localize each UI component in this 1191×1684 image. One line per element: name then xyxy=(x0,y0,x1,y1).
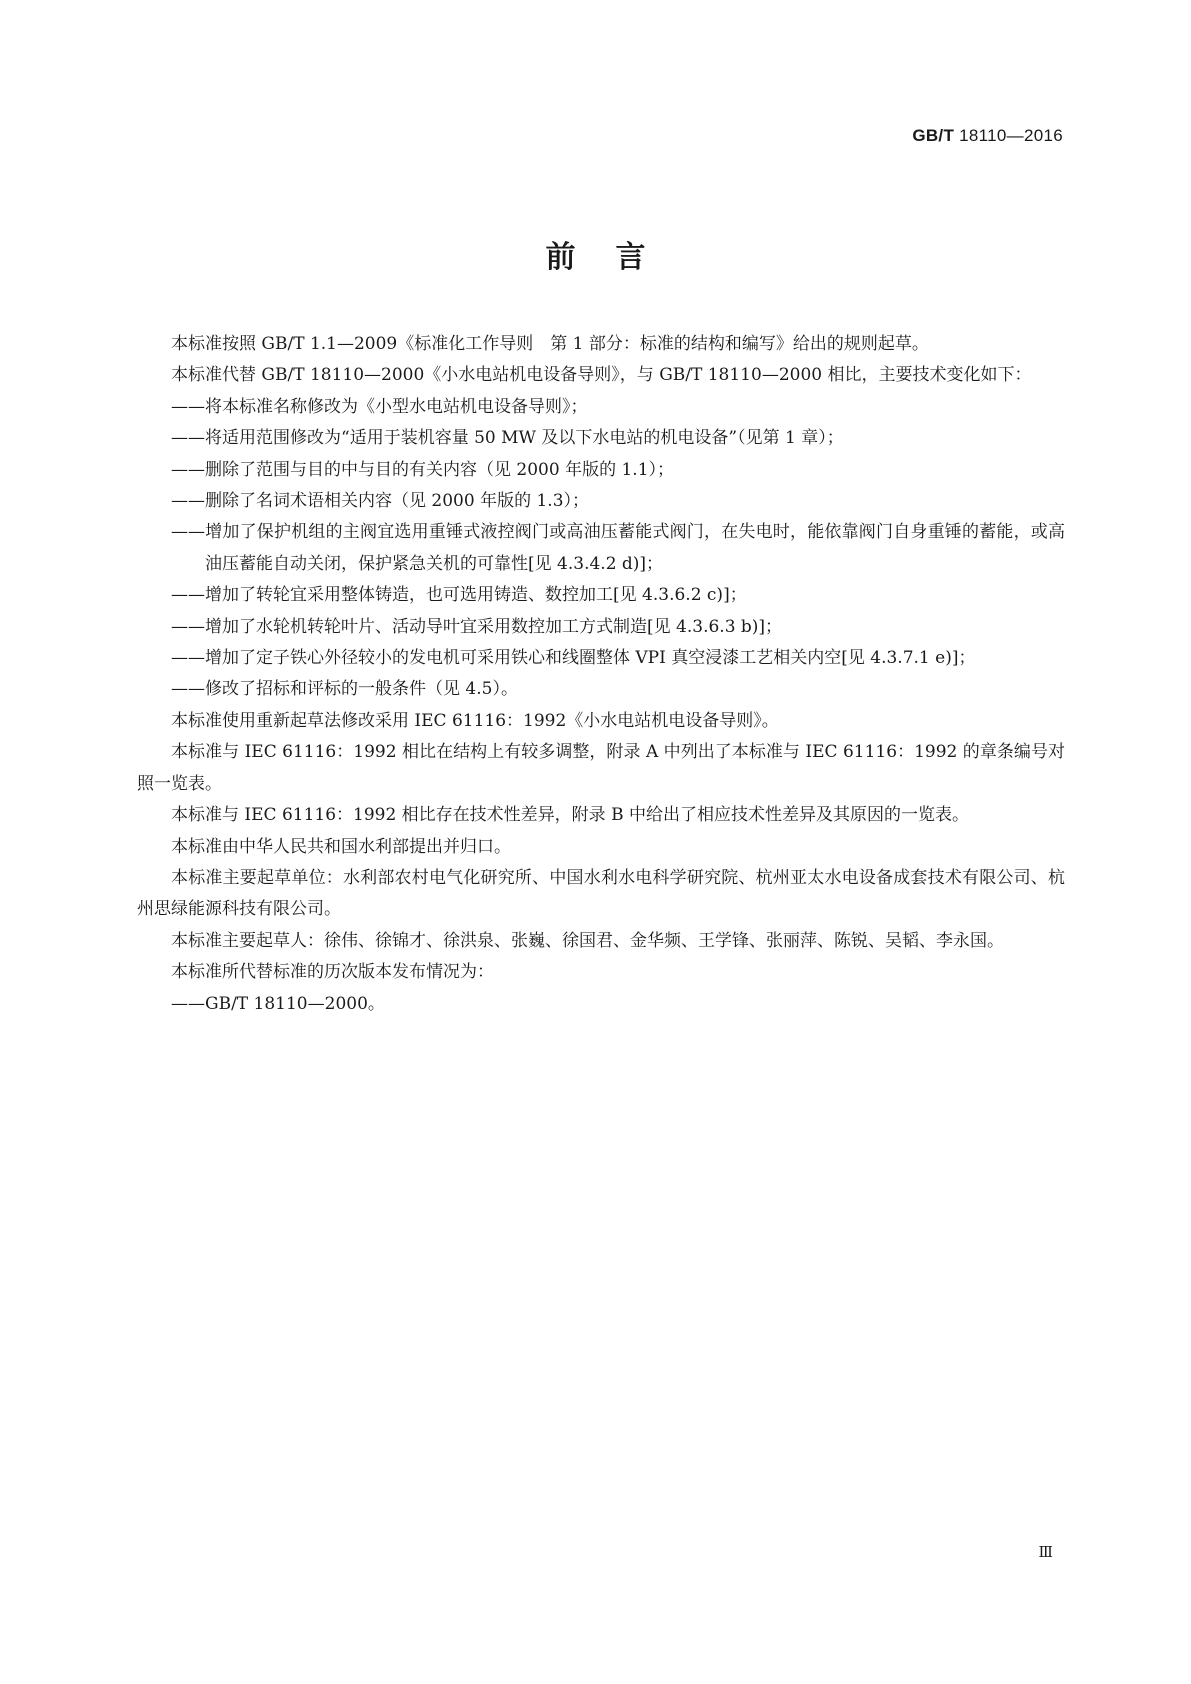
change-list-item: ——增加了保护机组的主阀宜选用重锤式液控阀门或高油压蓄能式阀门，在失电时，能依靠阀门自身重锤的蓄能，或高油压蓄能自动关闭，保护紧急关机的可靠性[见 4.3.4.2 d)]； xyxy=(171,522,1065,574)
change-list-item: ——GB/T 18110—2000。 xyxy=(171,993,385,1014)
foreword-paragraph: 本标准由中华人民共和国水利部提出并归口。 xyxy=(171,836,511,857)
foreword-paragraph: 本标准使用重新起草法修改采用 IEC 61116：1992《小水电站机电设备导则》。 xyxy=(171,710,779,731)
foreword-paragraph: 本标准与 IEC 61116：1992 相比存在技术性差异，附录 B 中给出了相应技术性差异及其原因的一览表。 xyxy=(171,805,969,826)
foreword-paragraph: 本标准按照 GB/T 1.1—2009《标准化工作导则 第 1 部分：标准的结构和编写》给出的规则起草。 xyxy=(171,334,929,354)
change-list-item: ——将适用范围修改为“适用于装机容量 50 MW 及以下水电站的机电设备”（见第 1 章）； xyxy=(171,428,844,449)
change-list-item: ——删除了名词术语相关内容（见 2000 年版的 1.3）； xyxy=(171,491,590,512)
change-list-item: ——修改了招标和评标的一般条件（见 4.5）。 xyxy=(171,679,518,700)
change-list-item: ——增加了定子铁心外径较小的发电机可采用铁心和线圈整体 VPI 真空浸漆工艺相关内空[见 4.3.7.1 e)]； xyxy=(171,648,976,669)
standard-code-header xyxy=(912,126,1063,146)
page-number: Ⅲ xyxy=(1038,1543,1053,1561)
standard-prefix: GB/T xyxy=(912,126,955,145)
change-list-item: ——将本标准名称修改为《小型水电站机电设备导则》； xyxy=(171,396,588,417)
foreword-body xyxy=(137,329,1065,1020)
standard-number: 18110—2016 xyxy=(954,126,1063,145)
change-list-item: ——增加了转轮宜采用整体铸造，也可选用铸造、数控加工[见 4.3.6.2 c)]； xyxy=(171,585,747,606)
foreword-paragraph: 本标准主要起草单位：水利部农村电气化研究所、中国水利水电科学研究院、杭州亚太水电设备成套技术有限公司、杭州思绿能源科技有限公司。 xyxy=(137,867,1065,920)
foreword-paragraph: 本标准与 IEC 61116：1992 相比在结构上有较多调整，附录 A 中列出了本标准与 IEC 61116：1992 的章条编号对照一览表。 xyxy=(137,742,1065,794)
change-list-item: ——增加了水轮机转轮叶片、活动导叶宜采用数控加工方式制造[见 4.3.6.3 b)]； xyxy=(171,616,783,637)
page-title: 前言 xyxy=(545,240,686,275)
change-list-item: ——删除了范围与目的中与目的有关内容（见 2000 年版的 1.1）； xyxy=(171,459,675,480)
foreword-paragraph: 本标准主要起草人：徐伟、徐锦才、徐洪泉、张巍、徐国君、金华频、王学锋、张丽萍、陈锐、吴韬、李永国。 xyxy=(171,930,1004,951)
foreword-paragraph: 本标准所代替标准的历次版本发布情况为： xyxy=(171,962,494,983)
foreword-paragraph: 本标准代替 GB/T 18110—2000《小水电站机电设备导则》，与 GB/T 18110—2000 相比，主要技术变化如下： xyxy=(171,365,1032,386)
